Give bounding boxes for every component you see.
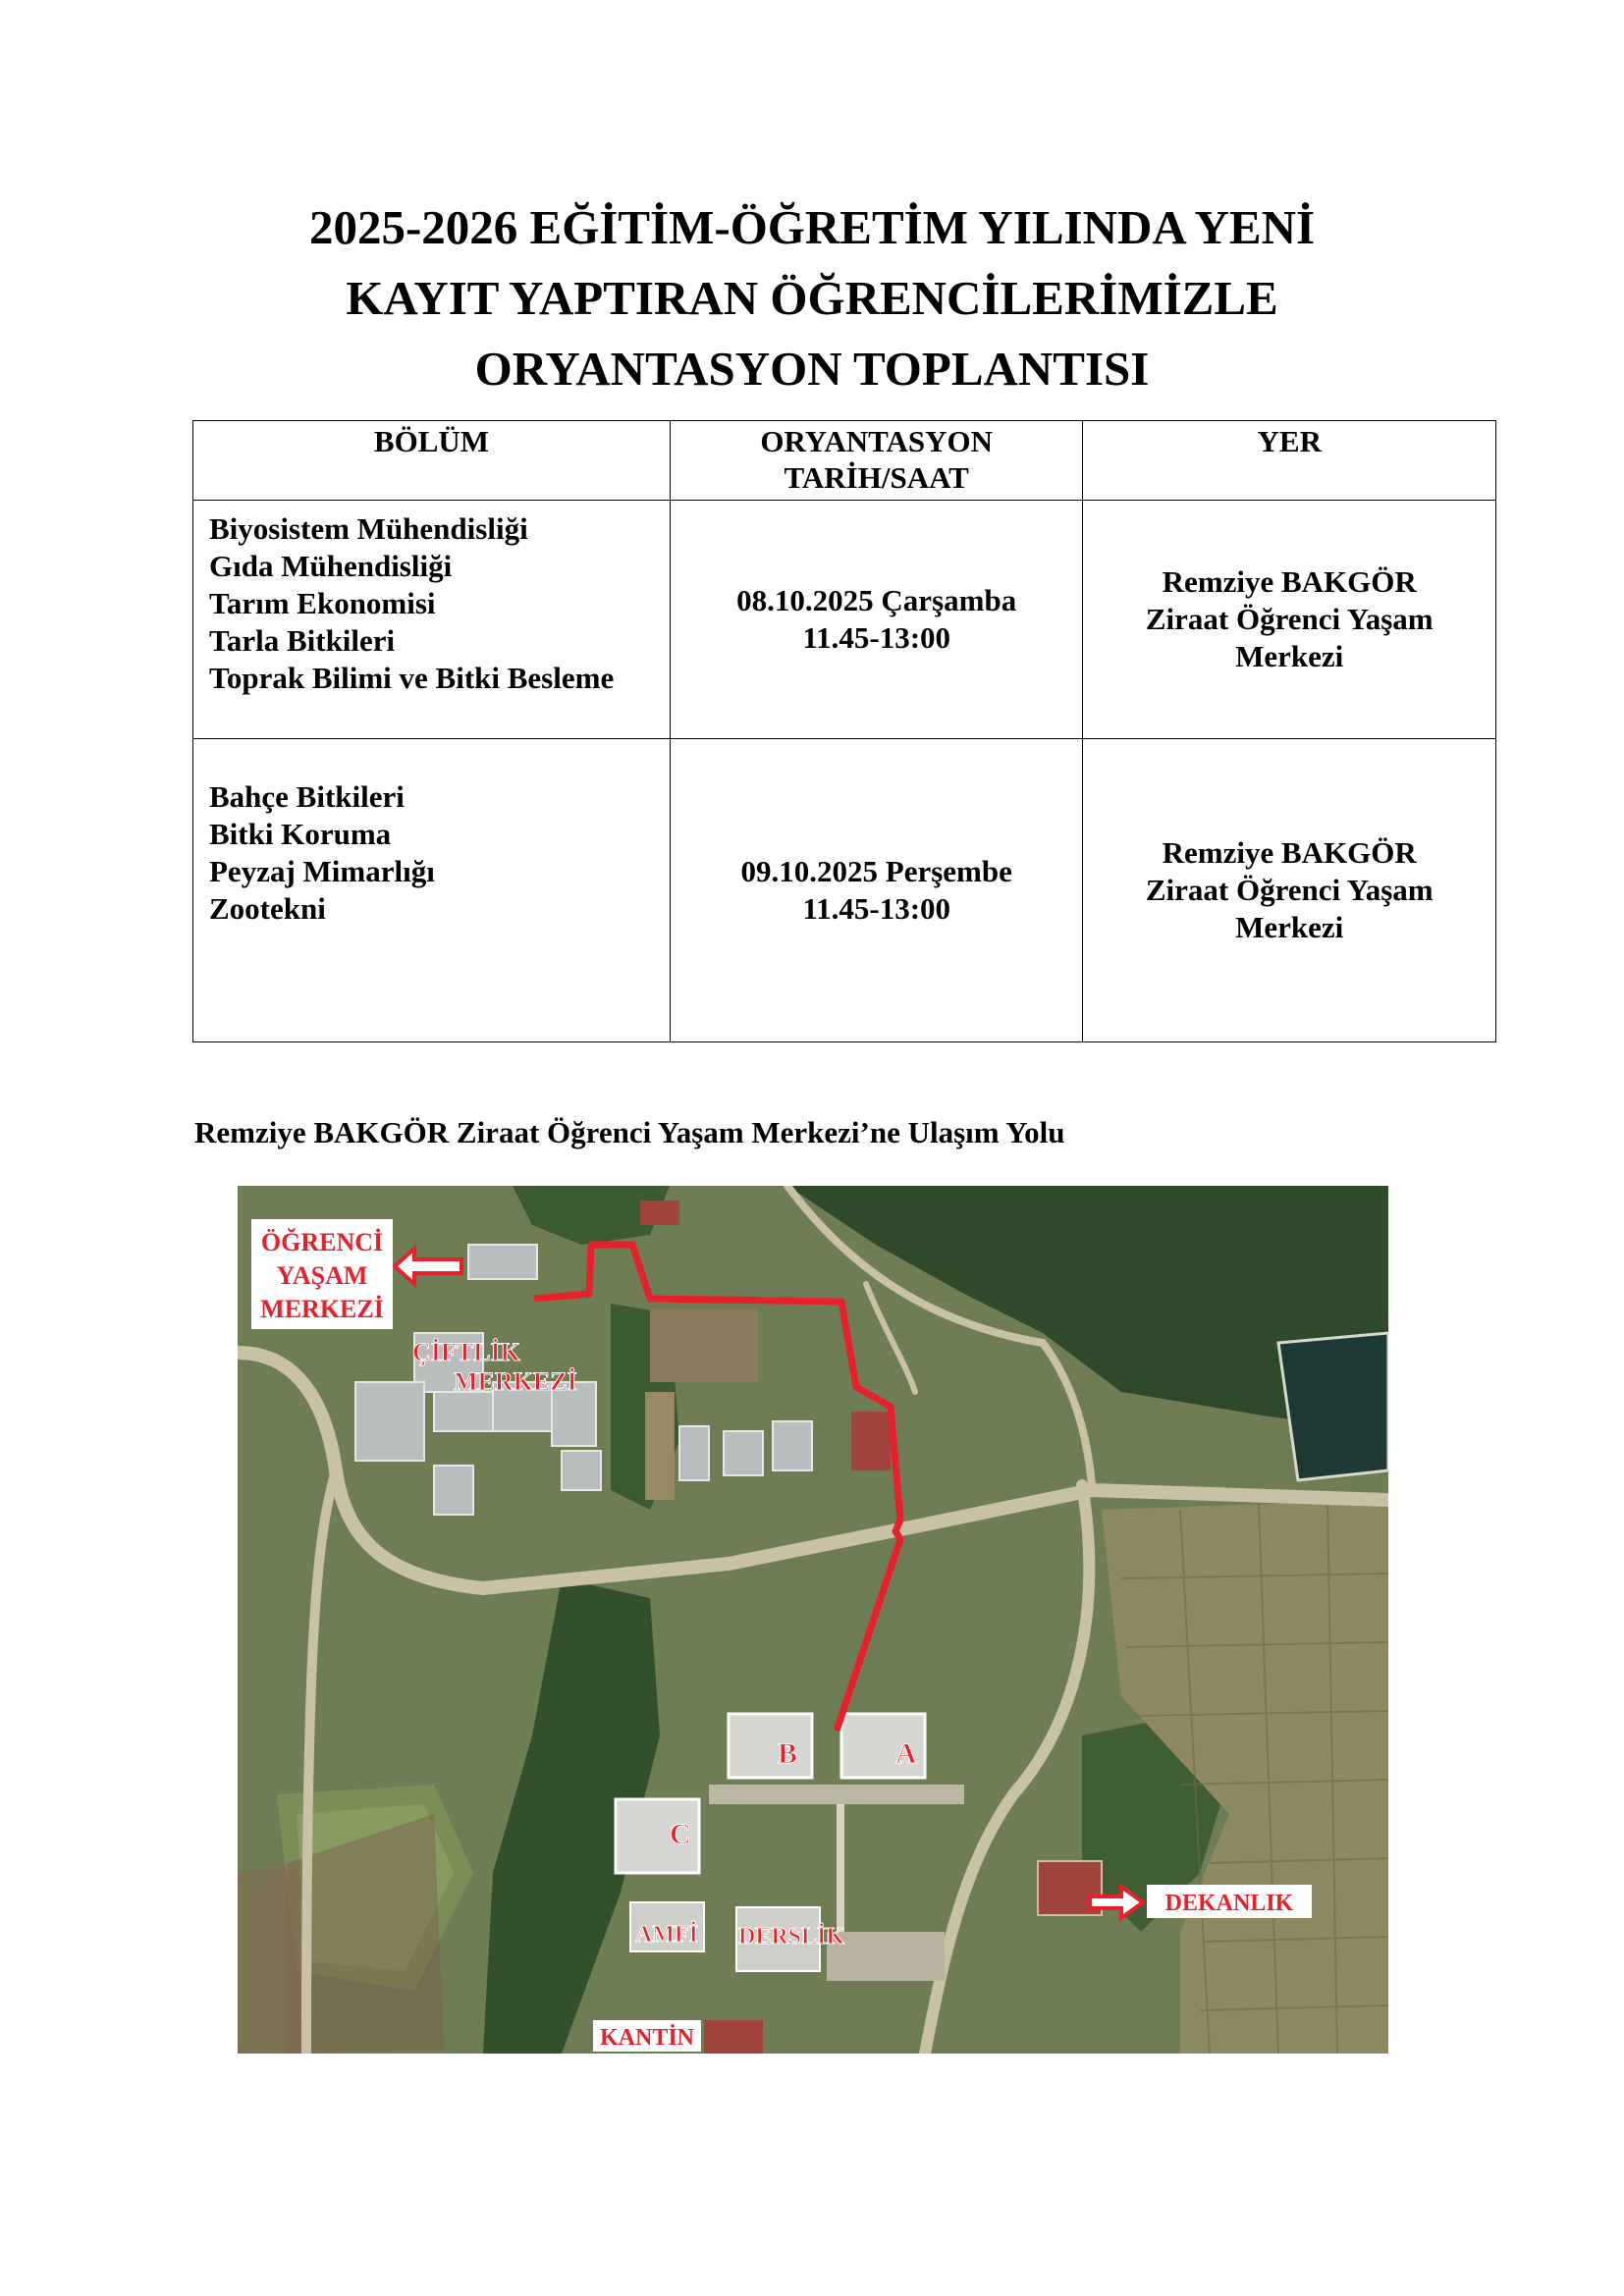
field [650,1308,758,1382]
department-item: Peyzaj Mimarlığı [209,854,435,888]
header-datetime [670,421,1083,501]
row-departments [193,501,671,739]
header-location: YER [1083,421,1496,501]
department-item: Tarım Ekonomisi [209,586,436,620]
row-time: 11.45-13:00 [802,891,951,926]
header-department: BÖLÜM [193,421,671,501]
label-amfi: AMFİ [635,1922,698,1948]
red-roof-building [640,1201,679,1225]
table-header-row [193,421,1496,501]
building-b [729,1714,812,1778]
row-date: 09.10.2025 Perşembe [740,854,1012,888]
title-line-3: ORYANTASYON TOPLANTISI [474,342,1150,396]
row-datetime [670,739,1083,1042]
label-kantin: KANTİN [599,2025,695,2051]
department-item: Gıda Mühendisliği [209,549,453,583]
label-dekanlik: DEKANLIK [1164,1891,1294,1916]
parking [709,1785,964,1804]
row-time: 11.45-13:00 [802,620,951,655]
campus-route-map [238,1186,1388,2054]
location-line: Merkezi [1235,910,1344,944]
table-row [193,501,1496,739]
label-ogrenci-line3: MERKEZİ [260,1295,384,1323]
red-roof-building [851,1412,891,1470]
label-ogrenci-line1: ÖĞRENCİ [260,1228,384,1256]
department-item: Zootekni [209,891,326,926]
label-ogrenci-line2: YAŞAM [276,1261,368,1290]
label-ciftlik-line2: MERKEZİ [454,1367,577,1396]
label-ciftlik-line1: ÇİFTLİK [412,1338,520,1366]
row-location [1083,501,1496,739]
row-departments [193,739,671,1042]
sports-field [1278,1333,1388,1480]
header-datetime-line2: TARİH/SAAT [784,460,969,495]
title-line-2: KAYIT YAPTIRAN ÖĞRENCİLERİMİZLE [346,271,1278,325]
location-line: Ziraat Öğrenci Yaşam [1145,873,1434,907]
kantin-building [704,2020,763,2054]
title-line-1: 2025-2026 EĞİTİM-ÖĞRETİM YILINDA YENİ [308,200,1316,254]
label-building-a: A [895,1737,917,1770]
location-line: Ziraat Öğrenci Yaşam [1145,602,1434,636]
department-item: Biyosistem Mühendisliği [209,511,528,546]
department-item: Tarla Bitkileri [209,623,396,658]
table-row [193,739,1496,1042]
page-title [147,192,1477,404]
row-datetime [670,501,1083,739]
location-line: Remziye BAKGÖR [1162,835,1417,870]
header-datetime-line1: ORYANTASYON [760,424,993,458]
row-date: 08.10.2025 Çarşamba [736,583,1017,617]
label-derslik: DERSLİK [738,1924,845,1949]
department-item: Toprak Bilimi ve Bitki Besleme [209,661,615,695]
label-building-c: C [670,1818,691,1850]
field [645,1392,675,1500]
location-line: Merkezi [1235,639,1344,673]
map-caption: Remziye BAKGÖR Ziraat Öğrenci Yaşam Merkezi’ne Ulaşım Yolu [194,1115,1065,1149]
location-line: Remziye BAKGÖR [1162,564,1417,599]
field [238,1863,306,2054]
row-location [1083,739,1496,1042]
label-building-b: B [778,1737,798,1770]
department-item: Bitki Koruma [209,817,392,851]
schedule-table [192,420,1496,1042]
department-item: Bahçe Bitkileri [209,779,405,814]
